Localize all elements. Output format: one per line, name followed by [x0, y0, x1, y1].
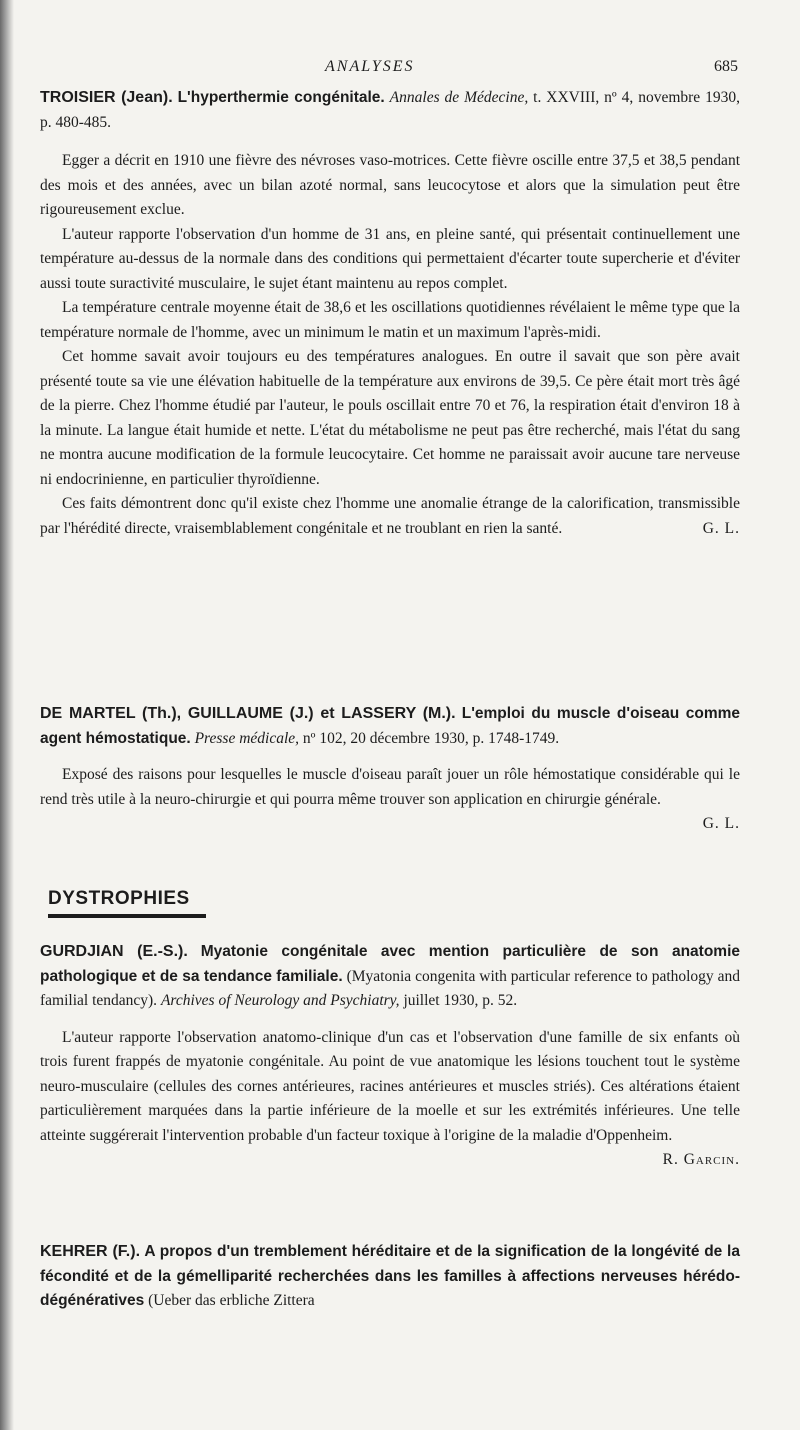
paragraph: L'auteur rapporte l'observation anatomo-clinique d'un cas et l'observation d'une famille de six enfants où trois furent frappés de myatonie congénitale. Au point de vue anatomique les lésions touchent tout le système neuro-musculaire (cellules des cornes antérieures, racines antérieures et muscles striés). Ces altérations étaient particulièrement marquées dans la partie inférieure de la moelle et sur les extrémités inférieures. Une telle atteinte suggérerait l'intervention probable d'un facteur toxique à l'origine de la maladie d'Oppenheim.	[40, 1028, 740, 1144]
article-source: Annales de Médecine,	[389, 89, 529, 106]
article-source: Presse médicale,	[194, 729, 300, 747]
article-troisier	[40, 86, 740, 541]
paragraph: Cet homme savait avoir toujours eu des températures analogues. En outre il savait que son père avait présenté toute sa vie une élévation habituelle de la température aux environs de 39,5. Ce père était mort très âgé de la pierre. Chez l'homme étudié par l'auteur, le pouls oscillait entre 70 et 76, la respiration était d'environ 18 à la minute. La langue était humide et nette. L'état du métabolisme ne peut pas être recherché, mais l'état du sang ne montra aucune modification de la formule leucocytaire. Cet homme ne paraissait avoir aucune tare nerveuse ni endocrinienne, en particulier thyroïdienne.	[40, 348, 740, 488]
article-gurdjian	[40, 940, 740, 1173]
page-number: 685	[714, 58, 738, 75]
article-kehrer	[40, 1240, 740, 1314]
article-author: TROISIER (Jean).	[40, 89, 173, 106]
article-title: A propos d'un tremblement héréditaire et de la signification de la longévité de la fécondité et de la gémelliparité recherchées dans les familles à affections nerveuses hérédo-dégénératives	[40, 1243, 740, 1309]
article-title: Myatonie congénitale avec mention particulière de son anatomie pathologique et de sa tendance familiale.	[40, 943, 740, 985]
article-author: KEHRER (F.).	[40, 1243, 141, 1260]
signature: G. L.	[702, 815, 740, 832]
article-title: L'hyperthermie congénitale.	[177, 89, 385, 106]
article-header	[40, 702, 740, 751]
paragraph-with-signature	[40, 763, 740, 832]
section-underline	[48, 914, 206, 918]
article-header	[40, 86, 740, 135]
paragraph: Exposé des raisons pour lesquelles le muscle d'oiseau paraît jouer un rôle hémostatique considérable qui le rend très utile à la neuro-chirurgie et qui pourra même trouver son application en chirurgie générale.	[40, 766, 740, 808]
paragraph: L'auteur rapporte l'observation d'un homme de 31 ans, en pleine santé, qui présentait continuellement une température au-dessus de la normale dans des conditions qui permettaient d'écarter toute supercherie et d'éviter aussi toute suractivité musculaire, le sujet étant maintenu au repos complet.	[40, 225, 740, 292]
article-source-detail: nº 102, 20 décembre 1930, p. 1748-1749.	[302, 729, 560, 747]
article-author: DE MARTEL (Th.), GUILLAUME (J.) et LASSERY (M.).	[40, 705, 456, 722]
running-head	[0, 58, 800, 80]
signature: G. L.	[702, 519, 740, 537]
article-original-title: (Myatonia congenita with particular reference to pathology and familial tendancy).	[40, 967, 741, 1009]
article-title: L'emploi du muscle d'oiseau comme agent hémostatique.	[40, 705, 741, 747]
article-source-detail: t. XXVIII, nº 4, novembre 1930, p. 480-485.	[40, 89, 741, 131]
article-header	[40, 940, 740, 1014]
article-source-detail: juillet 1930, p. 52.	[403, 992, 518, 1009]
article-header	[40, 1240, 740, 1314]
paragraph: Egger a décrit en 1910 une fièvre des névroses vaso-motrices. Cette fièvre oscille entre 37,5 et 38,5 pendant des mois et des années, avec un bilan azoté normal, sans leucocytose et alors que la simulation peut être rigoureusement exclue.	[40, 152, 740, 218]
article-original-title: (Ueber das erbliche Zittera	[148, 1292, 315, 1309]
paragraph: La température centrale moyenne était de 38,6 et les oscillations quotidiennes révélaient le même type que la température normale de l'homme, avec un minimum le matin et un maximum l'après-midi.	[40, 299, 740, 341]
running-title: ANALYSES	[325, 58, 415, 75]
article-de-martel	[40, 702, 740, 837]
paragraph: Ces faits démontrent donc qu'il existe chez l'homme une anomalie étrange de la calorification, transmissible par l'hérédité directe, vraisemblablement congénitale et ne troublant en rien la santé.	[40, 495, 740, 537]
paragraph-with-signature	[40, 1026, 740, 1168]
paragraph-with-signature	[40, 492, 740, 541]
section-heading: DYSTROPHIES	[48, 888, 190, 909]
article-author: GURDJIAN (E.-S.).	[40, 943, 188, 960]
signature: R. Garcin.	[662, 1151, 740, 1168]
article-source: Archives of Neurology and Psychiatry,	[160, 992, 400, 1009]
